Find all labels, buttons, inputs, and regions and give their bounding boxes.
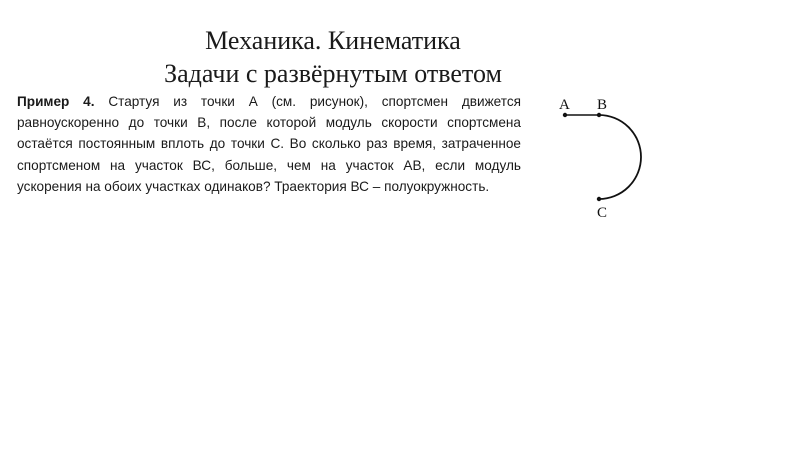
point-c xyxy=(597,197,601,201)
problem-text xyxy=(17,91,521,197)
problem-body: Стартуя из точки А (см. рисунок), спортсмен движется равноускоренно до точки В, после которой модуль скорости спортсмена остаётся постоянным вплоть до точки С. Во сколько раз время, затраченное спортсменом на участок ВС, больше, чем на участок АВ, если модуль ускорения на обоих участках одинаков? Траектория ВС – полуокружность. xyxy=(17,94,521,194)
problem-lead: Пример 4. xyxy=(17,94,95,109)
point-b xyxy=(597,113,601,117)
point-a xyxy=(563,113,567,117)
point-a-label: A xyxy=(559,97,570,113)
arc-bc xyxy=(599,115,641,199)
slide-subtitle: Задачи с развёрнутым ответом xyxy=(164,59,502,88)
point-b-label: B xyxy=(597,97,608,113)
point-c-label: C xyxy=(597,205,608,221)
slide-title: Механика. Кинематика xyxy=(205,26,461,55)
trajectory-figure xyxy=(550,92,660,224)
